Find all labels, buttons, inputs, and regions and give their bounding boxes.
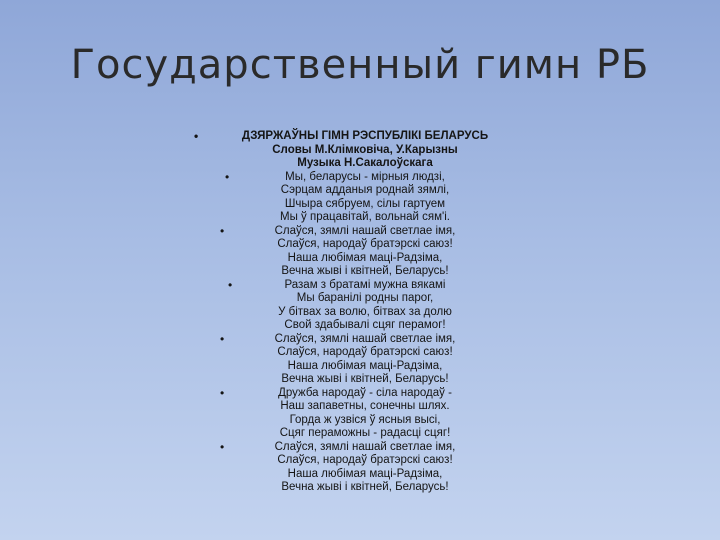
anthem-music-credit: Музыка Н.Сакалоўскага	[297, 157, 433, 169]
stanza-line: Вечна жыві і квітней, Беларусь!	[281, 481, 449, 493]
bullet-icon: •	[220, 331, 225, 346]
stanza-line: • Слаўся, зямлі нашай светлае імя,	[220, 439, 456, 454]
stanza-line: • Слаўся, зямлі нашай светлае імя,	[220, 223, 456, 238]
stanza-line: Наша любімая маці-Радзіма,	[287, 467, 443, 480]
stanza-line: Наша любімая маці-Радзіма,	[287, 359, 443, 372]
stanza-line: Слаўся, народаў братэрскі саюз!	[277, 454, 453, 466]
anthem-words-credit: Словы М.Клімковіча, У.Карызны	[272, 143, 458, 156]
slide-title: Государственный гимн РБ	[70, 42, 650, 88]
stanza-line: Свой здабывалі сцяг перамог!	[284, 319, 446, 331]
bullet-icon: •	[220, 223, 225, 238]
bullet-icon: •	[228, 277, 233, 292]
stanza-line: • Мы, беларусы - мірныя людзі,	[225, 169, 445, 184]
anthem-heading: • ДЗЯРЖАЎНЫ ГІМН РЭСПУБЛІКІ БЕЛАРУСЬ	[194, 129, 489, 143]
stanza-line: Вечна жыві і квітней, Беларусь!	[281, 373, 449, 385]
stanza-line: У бітвах за волю, бітвах за долю	[278, 305, 452, 318]
bullet-icon: •	[220, 385, 225, 400]
stanza-line: Сцяг пераможны - радасці сцяг!	[279, 427, 451, 439]
anthem-text	[194, 129, 530, 495]
stanza-line: Наш запаветны, сонечны шлях.	[280, 400, 450, 412]
bullet-icon: •	[225, 169, 230, 184]
stanza-line: Вечна жыві і квітней, Беларусь!	[281, 265, 449, 277]
stanza-line: Горда ж узвіся ў ясныя высі,	[289, 413, 441, 426]
stanza-line: Мы баранілі родны парог,	[296, 292, 434, 304]
stanza-line: Слаўся, народаў братэрскі саюз!	[277, 346, 453, 358]
stanza-line: Слаўся, народаў братэрскі саюз!	[277, 238, 453, 250]
stanza-line: • Разам з братамі мужна вякамі	[228, 277, 446, 292]
stanza-line: Мы ў працавітай, вольнай сям'і.	[279, 211, 451, 223]
stanza-line: Наша любімая маці-Радзіма,	[287, 251, 443, 264]
stanza-line: • Дружба народаў - сіла народаў -	[220, 385, 452, 400]
bullet-icon: •	[220, 439, 225, 454]
stanza-line: Шчыра сябруем, сілы гартуем	[284, 197, 446, 210]
stanza-line: • Слаўся, зямлі нашай светлае імя,	[220, 331, 456, 346]
stanza-line: Сэрцам адданыя роднай зямлі,	[280, 184, 450, 196]
bullet-icon: •	[194, 129, 199, 143]
